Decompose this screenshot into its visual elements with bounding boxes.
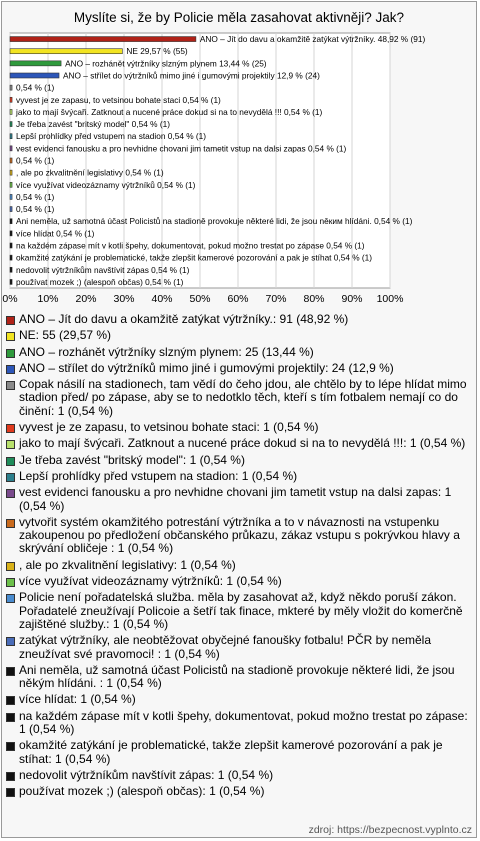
bar: [10, 170, 12, 175]
x-tick-label: 30%: [113, 293, 135, 305]
bar: [10, 231, 12, 236]
legend-label: používat mozek ;) (alespoň občas): 1 (0,54 %): [19, 784, 265, 799]
x-tick-label: 0%: [2, 293, 18, 305]
legend-label: nedovolit výtržníkům navštívit zápas: 1 (0,54 %): [19, 767, 274, 782]
legend-swatch: [6, 349, 15, 358]
legend-item: [6, 313, 472, 326]
bar-label: více hlídat 0,54 % (1): [16, 228, 95, 239]
x-tick-label: 60%: [227, 293, 249, 305]
legend: [6, 313, 472, 802]
legend-item: [6, 559, 472, 572]
legend-swatch: [6, 365, 15, 374]
legend-label: více hlídat: 1 (0,54 %): [19, 692, 136, 707]
bar: [10, 279, 12, 284]
legend-label: , ale po zkvalitnění legislativy: 1 (0,54 %): [19, 557, 236, 572]
x-tick-label: 70%: [265, 293, 287, 305]
legend-label: více využívat videozáznamy výtržníků: 1 (0,54 %): [19, 574, 282, 589]
x-tick-label: 80%: [303, 293, 325, 305]
legend-swatch: [6, 440, 15, 449]
bar-label: , ale po zkvalitnění legislativy 0,54 % (1): [16, 167, 164, 178]
legend-label: vyvest je ze zapasu, to vetsinou bohate staci: 1 (0,54 %): [19, 420, 319, 435]
bar-chart: [0, 0, 478, 312]
legend-label: Ani neměla, už samotná účast Policistů na stadioně provokuje některé lidi, že jsou někým hlídáni. : 1 (0,54 %): [19, 662, 455, 691]
x-tick-label: 100%: [376, 293, 404, 305]
bar-label: Ani neměla, už samotná účast Policistů na stadioně provokuje některé lidi, že jsou něким hlídáni. 0,54 % (1): [16, 216, 413, 227]
legend-swatch: [6, 667, 15, 676]
bar-label: 0,54 % (1): [16, 204, 55, 215]
legend-swatch: [6, 594, 15, 603]
legend-label: Copak násilí na stadionech, tam vědí do čeho jdou, ale chtělo by to lépe hlídat mimo stadion před/ po zápase, aby se to nedotklo těch, kteří s tím fotbalem nemají co do činění: 1 (0,54 %): [19, 377, 467, 418]
bar-label: vyvest je ze zapasu, to vetsinou bohate staci 0,54 % (1): [16, 94, 221, 105]
legend-swatch: [6, 424, 15, 433]
legend-item: [6, 346, 472, 359]
bar: [10, 194, 12, 199]
legend-item: [6, 634, 472, 661]
legend-swatch: [6, 381, 15, 390]
bar: [10, 207, 12, 212]
legend-item: [6, 693, 472, 706]
legend-label: NE: 55 (29,57 %): [19, 328, 112, 343]
bar-label: na každém zápase mít v kotli špehy, dokumentovat, pokud možno trestat po zápase 0,54 % (1): [16, 240, 365, 251]
bar-label: Lepší prohlídky před vstupem na stadion 0,54 % (1): [16, 131, 207, 142]
legend-swatch: [6, 562, 15, 571]
bar: [10, 49, 122, 54]
bar: [10, 122, 12, 127]
legend-swatch: [6, 489, 15, 498]
legend-item: [6, 329, 472, 342]
bar: [10, 85, 12, 90]
bar-label: ANO – rozhánět výtržníky slzným plynem 13,44 % (25): [65, 58, 267, 69]
x-tick-label: 90%: [341, 293, 363, 305]
legend-item: [6, 437, 472, 450]
legend-item: [6, 516, 472, 556]
legend-label: zatýkat výtržníky, ale neobtěžovat obyčejné fanoušky fotbalu! PČR by neměla zneužívat své pravomoci! : 1 (0,54 %): [19, 633, 431, 661]
legend-swatch: [6, 696, 15, 705]
bar-label: vest evidenci fanousku a pro nevhidne chovani jim tametit vstup na dalsi zapas 0,54 % (1): [16, 143, 347, 154]
bar: [10, 37, 196, 42]
legend-swatch: [6, 457, 15, 466]
legend-label: okamžité zatýkání je problematické, takže zlepšit kamerové pozorování a pak je stíhat: 1 (0,54 %): [19, 738, 443, 766]
bar-label: ANO – Jít do davu a okamžitě zatýkat výtržníky. 48,92 % (91): [199, 34, 426, 45]
bar: [10, 109, 12, 114]
legend-swatch: [6, 473, 15, 482]
legend-label: Lepší prohlídky před vstupem na stadion: 1 (0,54 %): [19, 468, 298, 483]
legend-item: [6, 470, 472, 483]
legend-label: vest evidenci fanousku a pro nevhidne chovani jim tametit vstup na dalsi zapas: 1 (0,54 %): [19, 485, 452, 513]
legend-swatch: [6, 316, 15, 325]
bar: [10, 73, 59, 78]
bar-label: 0,54 % (1): [16, 191, 55, 202]
legend-swatch: [6, 637, 15, 646]
bar-label: Je třeba zavést "britský model" 0,54 % (1): [16, 119, 170, 130]
x-tick-label: 40%: [151, 293, 173, 305]
bar: [10, 267, 12, 272]
bar-label: 0,54 % (1): [16, 82, 55, 93]
legend-swatch: [6, 713, 15, 722]
x-tick-label: 50%: [189, 293, 211, 305]
legend-swatch: [6, 772, 15, 781]
bar: [10, 61, 61, 66]
legend-item: [6, 362, 472, 375]
bar: [10, 158, 12, 163]
bar: [10, 243, 12, 248]
bar-label: používat mozek ;) (alespoň občas) 0,54 % (1): [16, 276, 184, 287]
legend-swatch: [6, 578, 15, 587]
bar-label: okamžité zatýkání je problematické, takže zlepšit kamerové pozorování a pak je stíhat 0,54 % (1): [16, 252, 373, 263]
bar-label: nedovolit výtržníkům navštívit zápas 0,54 % (1): [16, 264, 190, 275]
legend-item: [6, 739, 472, 766]
legend-item: [6, 710, 472, 737]
bar-label: jako to mají švýcaři. Zatknout a nucené práce dokud si na to nevydělá !!! 0,54 % (1): [16, 106, 323, 117]
legend-label: jako to mají švýcaři. Zatknout a nucené práce dokud si na to nevydělá !!!: 1 (0,54 %): [19, 436, 466, 451]
legend-item: [6, 664, 472, 691]
bar-label: NE 29,57 % (55): [126, 46, 188, 57]
legend-item: [6, 591, 472, 631]
bar-label: 0,54 % (1): [16, 155, 55, 166]
legend-item: [6, 785, 472, 798]
x-tick-label: 10%: [37, 293, 59, 305]
legend-swatch: [6, 788, 15, 797]
bar: [10, 182, 12, 187]
legend-swatch: [6, 519, 15, 528]
legend-item: [6, 378, 472, 418]
legend-swatch: [6, 332, 15, 341]
bar-label: více využívat videozáznamy výtržníků 0,54 % (1): [16, 179, 196, 190]
bar: [10, 97, 12, 102]
legend-item: [6, 769, 472, 782]
legend-item: [6, 421, 472, 434]
bar: [10, 146, 12, 151]
legend-label: vytvořit systém okamžitého potrestání výtržníka a to v návaznosti na vstupenku zakoupenou po předložení občanského průkazu, zákaz vstupu s pokrývkou hlavy a skrývání obličeje : 1 (0,54 %): [19, 514, 460, 556]
bar-label: ANO – střílet do výtržníků mimo jiné i gumovými projektily 12,9 % (24): [63, 70, 320, 81]
bar: [10, 255, 12, 260]
source-credit: zdroj: https://bezpecnost.vyplnto.cz: [308, 824, 472, 836]
legend-item: [6, 486, 472, 513]
legend-label: na každém zápase mít v kotli špehy, dokumentovat, pokud možno trestat po zápase: 1 (0,54 %): [19, 708, 468, 737]
legend-label: ANO – Jít do davu a okamžitě zatýkat výtržníky.: 91 (48,92 %): [19, 312, 349, 326]
chart-title: Myslíte si, že by Policie měla zasahovat aktivněji? Jak?: [73, 10, 405, 25]
legend-label: Je třeba zavést "britský model": 1 (0,54 %): [19, 452, 245, 467]
legend-label: ANO – rozhánět výtržníky slzným plynem: 25 (13,44 %): [19, 344, 314, 359]
x-tick-label: 20%: [75, 293, 97, 305]
legend-swatch: [6, 742, 15, 751]
bar: [10, 134, 12, 139]
legend-label: Policie není pořadatelská služba. měla by zasahovat až, když někdo poruší zákon. Pořadatelé zneužívají Policoie a šetří tak finace, mkteré by měly vložit do komerčně zajištěné služby.: 1 (0,54 %): [19, 590, 463, 631]
legend-label: ANO – střílet do výtržníků mimo jiné i gumovými projektily: 24 (12,9 %): [19, 360, 394, 375]
bar: [10, 219, 12, 224]
legend-item: [6, 575, 472, 588]
legend-item: [6, 454, 472, 467]
